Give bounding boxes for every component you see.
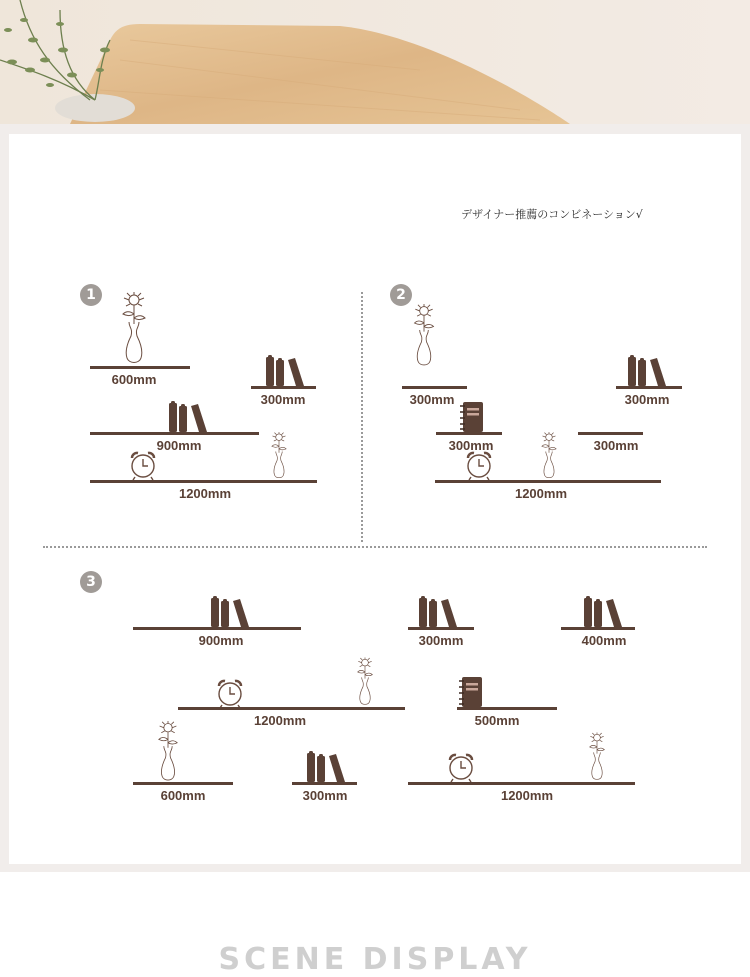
shelf xyxy=(578,432,643,435)
shelf xyxy=(292,782,357,785)
shelf-size-label: 1200mm xyxy=(253,713,307,728)
shelf-size-label: 500mm xyxy=(474,713,520,728)
books-icon xyxy=(209,593,249,627)
books-icon xyxy=(626,352,666,386)
shelf-size-label: 900mm xyxy=(198,633,244,648)
shelf-size-label: 1200mm xyxy=(514,486,568,501)
flower-vase-icon xyxy=(355,656,375,708)
shelf-size-label: 300mm xyxy=(260,392,306,407)
flower-vase-icon xyxy=(539,432,559,480)
alarm-clock-icon xyxy=(214,678,246,708)
section-title: SCENE DISPLAY xyxy=(218,942,532,977)
alarm-clock-icon xyxy=(127,450,159,480)
caption: デザイナー推薦のコンビネーション√ xyxy=(461,208,643,221)
shelf xyxy=(402,386,467,389)
shelf-size-label: 300mm xyxy=(448,438,494,453)
group-2-number: 2 xyxy=(390,284,412,306)
group-1-number: 1 xyxy=(80,284,102,306)
shelf xyxy=(133,782,233,785)
flower-vase-icon xyxy=(154,721,182,783)
shelf xyxy=(251,386,316,389)
flower-vase-icon xyxy=(119,292,149,366)
shelf xyxy=(408,627,474,630)
combination-frame xyxy=(0,124,750,872)
shelf-size-label: 300mm xyxy=(418,633,464,648)
shelf-size-label: 1200mm xyxy=(178,486,232,501)
shelf-size-label: 900mm xyxy=(156,438,202,453)
shelf xyxy=(616,386,682,389)
shelf xyxy=(436,432,502,435)
shelf-size-label: 600mm xyxy=(111,372,157,387)
flower-vase-icon xyxy=(587,732,607,782)
divider-vertical xyxy=(361,292,363,542)
books-icon xyxy=(264,352,304,386)
shelf-size-label: 300mm xyxy=(302,788,348,803)
shelf-size-label: 600mm xyxy=(160,788,206,803)
alarm-clock-icon xyxy=(463,450,495,480)
header-photo xyxy=(0,0,750,124)
shelf xyxy=(561,627,635,630)
books-icon xyxy=(167,398,207,432)
shelf-size-label: 400mm xyxy=(581,633,627,648)
shelf-size-label: 300mm xyxy=(593,438,639,453)
books-icon xyxy=(417,593,457,627)
flower-vase-icon xyxy=(411,304,437,368)
books-icon xyxy=(305,748,345,782)
shelf xyxy=(435,480,661,483)
books-icon xyxy=(582,593,622,627)
flower-vase-icon xyxy=(269,432,289,480)
shelf xyxy=(90,480,317,483)
divider-horizontal xyxy=(43,546,707,548)
alarm-clock-icon xyxy=(445,752,477,782)
shelf xyxy=(90,366,190,369)
shelf-size-label: 300mm xyxy=(409,392,455,407)
shelf-size-label: 300mm xyxy=(624,392,670,407)
group-3-number: 3 xyxy=(80,571,102,593)
shelf xyxy=(133,627,301,630)
shelf xyxy=(408,782,635,785)
shelf xyxy=(178,707,405,710)
notebook-icon xyxy=(457,677,483,707)
notebook-icon xyxy=(458,402,484,432)
shelf xyxy=(457,707,557,710)
shelf-size-label: 1200mm xyxy=(500,788,554,803)
combination-card xyxy=(9,134,741,864)
shelf xyxy=(90,432,259,435)
